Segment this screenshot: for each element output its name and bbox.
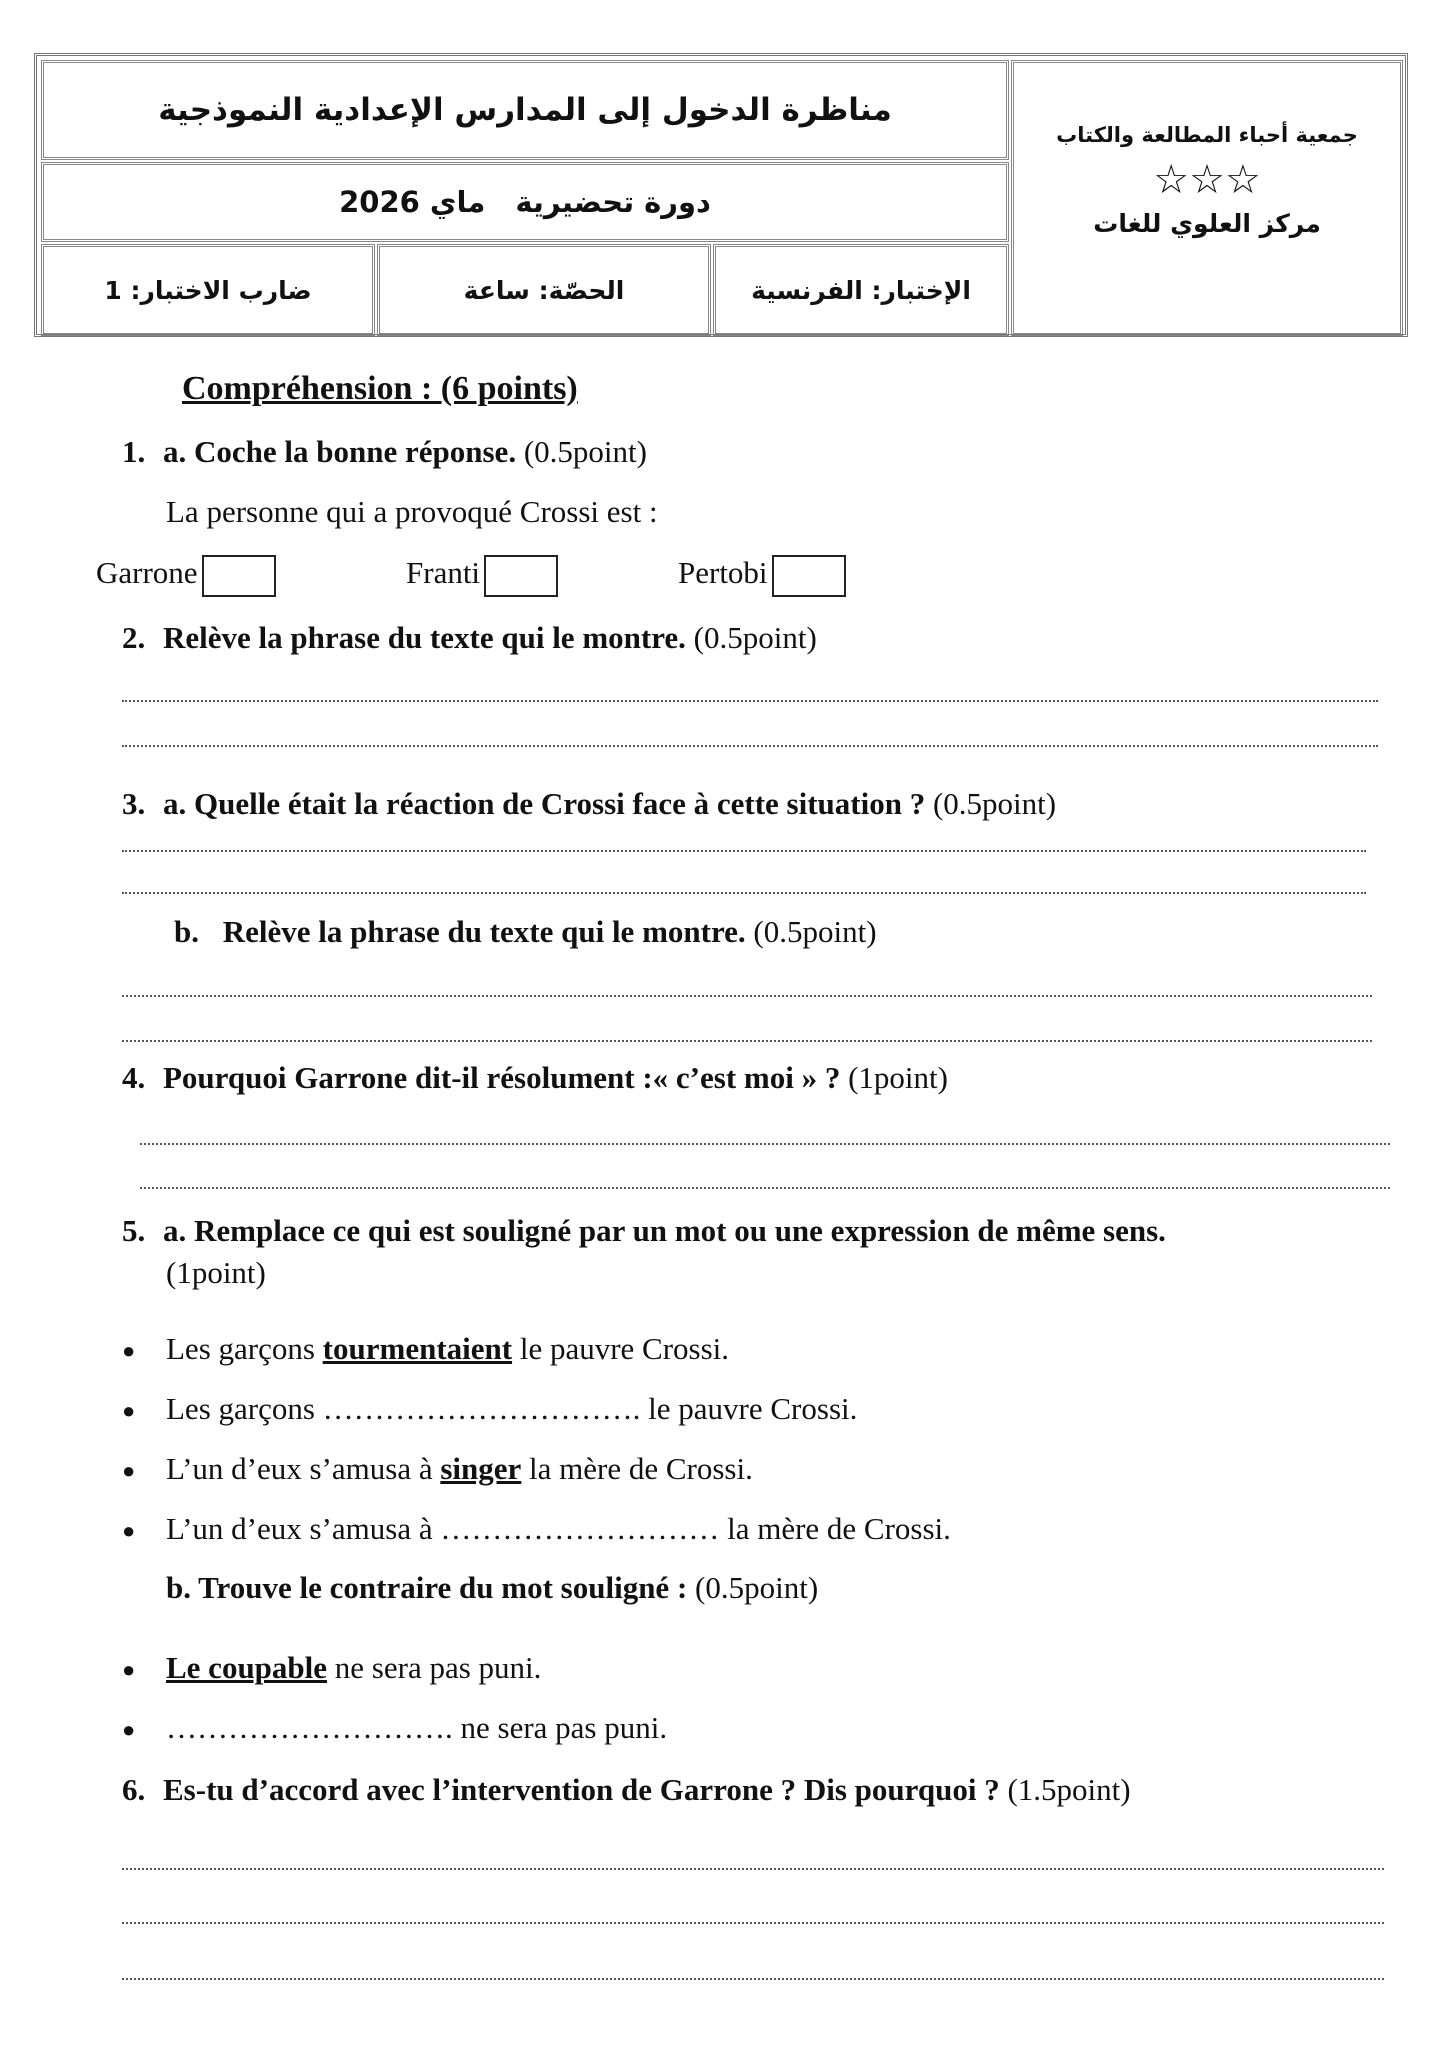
q2-number: 2. <box>122 620 146 655</box>
q1-statement: La personne qui a provoqué Crossi est : <box>166 494 658 529</box>
question-4 <box>122 1060 948 1096</box>
exam-title: مناظرة الدخول إلى المدارس الإعدادية النموذجية <box>158 92 892 128</box>
coefficient: ضارب الاختبار: 1 <box>104 275 312 305</box>
answer-line[interactable] <box>122 1868 1384 1870</box>
answer-line[interactable] <box>140 1187 1390 1189</box>
duration-cell <box>377 244 711 336</box>
coefficient-cell <box>41 244 375 336</box>
answer-line[interactable] <box>122 995 1372 997</box>
answer-line[interactable] <box>122 850 1366 852</box>
answer-line[interactable] <box>122 1922 1384 1924</box>
subject-cell <box>713 244 1009 336</box>
q5b-item-2[interactable]: ………………………. ne sera pas puni. <box>166 1710 668 1745</box>
q1-number: 1. <box>122 434 146 469</box>
session-cell <box>41 162 1009 242</box>
bullet: ● <box>122 1657 136 1682</box>
q1-option-1 <box>96 555 276 597</box>
q5-item-3-before: L’un d’eux s’amusa à <box>166 1451 441 1486</box>
q5b-points: (0.5point) <box>695 1570 819 1605</box>
question-5b <box>166 1570 818 1606</box>
center-name: مركز العلوي للغات <box>1093 209 1321 238</box>
q1-option-1-label: Garrone <box>96 555 198 591</box>
q1-option-3-checkbox[interactable] <box>772 555 846 597</box>
q5-item-1-before: Les garçons <box>166 1331 323 1366</box>
q3b-label: b. <box>174 914 199 949</box>
q3-prompt: a. Quelle était la réaction de Crossi face à cette situation ? <box>163 786 926 821</box>
q1-option-3-label: Pertobi <box>678 555 768 591</box>
q6-number: 6. <box>122 1772 146 1807</box>
answer-line[interactable] <box>122 1040 1372 1042</box>
duration: الحصّة: ساعة <box>463 275 625 305</box>
session-label: دورة تحضيرية <box>515 185 711 219</box>
bullet: ● <box>122 1338 136 1363</box>
q2-points: (0.5point) <box>693 620 817 655</box>
q3-number: 3. <box>122 786 146 821</box>
q5-number: 5. <box>122 1213 146 1248</box>
q5b-prompt: b. Trouve le contraire du mot souligné : <box>166 1570 688 1605</box>
q5b-item-1 <box>166 1650 541 1686</box>
exam-title-cell <box>41 60 1009 160</box>
q4-prompt: Pourquoi Garrone dit-il résolument :« c’est moi » ? <box>163 1060 841 1095</box>
q5-points: (1point) <box>166 1255 266 1290</box>
q5-item-2[interactable]: Les garçons …………………………. le pauvre Crossi. <box>166 1391 858 1426</box>
q5-item-1-underlined: tourmentaient <box>322 1331 513 1366</box>
q5-item-4[interactable]: L’un d’eux s’amusa à ……………………… la mère de Crossi. <box>166 1511 951 1546</box>
q3-points: (0.5point) <box>932 786 1057 821</box>
q2-prompt: Relève la phrase du texte qui le montre. <box>163 620 686 655</box>
q1-points: (0.5point) <box>523 434 647 469</box>
q4-points: (1point) <box>848 1060 948 1095</box>
bullet: ● <box>122 1398 136 1423</box>
q1-prompt: a. Coche la bonne réponse. <box>163 434 517 469</box>
section-title: Compréhension : (6 points) <box>182 370 578 407</box>
q3b-prompt: Relève la phrase du texte qui le montre. <box>222 914 746 949</box>
q5-item-1-after: le pauvre Crossi. <box>512 1331 730 1366</box>
q3b-points: (0.5point) <box>753 914 877 949</box>
question-3b <box>174 914 877 950</box>
subject: الإختبار: الفرنسية <box>751 275 971 305</box>
q1-option-2 <box>406 555 558 597</box>
question-6 <box>122 1772 1131 1808</box>
stars-icon: ☆☆☆ <box>1153 157 1261 203</box>
association-name: جمعية أحباء المطالعة والكتاب <box>1056 123 1358 147</box>
question-2 <box>122 620 817 656</box>
answer-line[interactable] <box>140 1143 1390 1145</box>
answer-line[interactable] <box>122 892 1366 894</box>
q6-prompt: Es-tu d’accord avec l’intervention de Garrone ? Dis pourquoi ? <box>163 1772 1000 1807</box>
question-3 <box>122 786 1056 822</box>
q5-item-3-underlined: singer <box>440 1451 522 1486</box>
answer-line[interactable] <box>122 700 1378 702</box>
question-1 <box>122 434 647 470</box>
answer-line[interactable] <box>122 1978 1384 1980</box>
bullet: ● <box>122 1717 136 1742</box>
bullet: ● <box>122 1458 136 1483</box>
q5-item-3 <box>166 1451 753 1487</box>
q5-item-3-after: la mère de Crossi. <box>521 1451 753 1486</box>
answer-line[interactable] <box>122 745 1378 747</box>
session-date: ماي 2026 <box>339 185 486 219</box>
q5b-item-1-after: ne sera pas puni. <box>327 1650 542 1685</box>
q6-points: (1.5point) <box>1007 1772 1131 1807</box>
bullet: ● <box>122 1518 136 1543</box>
question-5 <box>122 1210 1322 1294</box>
q5b-item-1-underlined: Le coupable <box>166 1650 328 1685</box>
q1-option-1-checkbox[interactable] <box>202 555 276 597</box>
q1-option-3 <box>678 555 846 597</box>
q1-option-2-label: Franti <box>406 555 481 591</box>
association-cell <box>1011 60 1403 336</box>
q5-item-1 <box>166 1331 729 1367</box>
q5-prompt: a. Remplace ce qui est souligné par un mot ou une expression de même sens. <box>163 1213 1166 1248</box>
exam-header <box>34 53 1408 337</box>
q4-number: 4. <box>122 1060 146 1095</box>
q1-option-2-checkbox[interactable] <box>484 555 558 597</box>
